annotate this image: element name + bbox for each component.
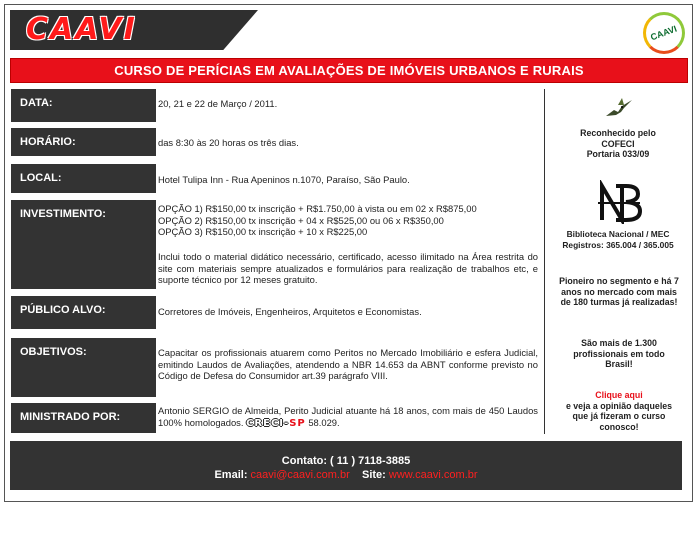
- creci-state: SP: [289, 417, 306, 429]
- investment-option: OPÇÃO 1) R$150,00 tx inscrição + R$1.750,00 à vista ou em 02 x R$875,00: [158, 203, 477, 214]
- caavi-logo[interactable]: CAAVI: [26, 12, 137, 47]
- cofeci-line: COFECI: [601, 138, 635, 149]
- label-local: LOCAL:: [11, 164, 156, 193]
- label-objetivos: OBJETIVOS:: [11, 338, 156, 397]
- biblioteca-block: [548, 229, 688, 250]
- site-link[interactable]: www.caavi.com.br: [388, 469, 478, 481]
- investment-option: OPÇÃO 3) R$150,00 tx inscrição + 10 x R$225,00: [158, 226, 368, 237]
- investment-note: Inclui todo o material didático necessário, certificado, acesso ilimitado na Área restrita do site com materiais sempre atualizados e formulários para realização de trabalhos etc, e suporte técnico por 12 meses gratuito.: [158, 251, 538, 285]
- biblioteca-line: Biblioteca Nacional / MEC: [566, 229, 670, 239]
- value-horario: das 8:30 às 20 horas os três dias.: [158, 137, 299, 148]
- hummingbird-icon: [604, 96, 634, 120]
- badge-text: CAAVI: [649, 23, 679, 43]
- value-data: 20, 21 e 22 de Março / 2011.: [158, 98, 278, 109]
- cofeci-line: Reconhecido pelo: [580, 128, 656, 138]
- contact-line: [10, 468, 682, 482]
- site-label: Site:: [361, 469, 386, 481]
- creci-number: 58.029.: [308, 416, 340, 428]
- contact-phone: Contato: ( 11 ) 7118-3885: [281, 455, 411, 467]
- caavi-badge-icon: [643, 12, 685, 54]
- value-local: Hotel Tulipa Inn - Rua Apeninos n.1070, Paraíso, São Paulo.: [158, 174, 410, 185]
- value-publico: Corretores de Imóveis, Engenheiros, Arquitetos e Economistas.: [158, 306, 422, 317]
- clique-aqui-link[interactable]: Clique aqui: [595, 390, 643, 400]
- instructor-text: Antonio SERGIO de Almeida, Perito Judicial atuante há 18 anos, com mais de 450 Laudos 100% homologados.: [158, 405, 538, 428]
- email-label: Email:: [214, 469, 248, 481]
- investment-option: OPÇÃO 2) R$150,00 tx inscrição + 04 x R$525,00 ou 06 x R$350,00: [158, 214, 444, 226]
- label-investimento: INVESTIMENTO:: [11, 200, 156, 289]
- label-publico: PÚBLICO ALVO:: [11, 296, 156, 329]
- biblioteca-line: Registros: 365.004 / 365.005: [562, 239, 674, 250]
- label-ministrado: MINISTRADO POR:: [11, 403, 156, 433]
- label-data: DATA:: [11, 89, 156, 122]
- email-link[interactable]: caavi@caavi.com.br: [250, 469, 350, 481]
- testimonials-text: e veja a opinião daqueles que já fizeram o curso conosco!: [565, 400, 673, 432]
- investment-options: [158, 203, 538, 238]
- value-objetivos: Capacitar os profissionais atuarem como Peritos no Mercado Imobiliário e esfera Judicial, emitindo Laudos de Avaliações, atendendo a NBR 14.653 da ABNT conforme previsto no Código de Defesa do Consumidor art.39 parágrafo VIII.: [158, 347, 538, 381]
- creci-logo: [246, 418, 306, 429]
- pioneiro-text: Pioneiro no segmento e há 7 anos no mercado com mais de 180 turmas já realizadas!: [559, 276, 679, 307]
- label-horario: HORÁRIO:: [11, 128, 156, 156]
- contact-footer: [10, 441, 682, 490]
- value-ministrado: [158, 405, 538, 429]
- testimonials-block: [558, 390, 680, 432]
- sidebar-divider: [544, 89, 545, 434]
- creci-prefix: CRECI-: [246, 417, 290, 429]
- cofeci-line: Portaria 033/09: [586, 149, 650, 159]
- biblioteca-monogram-icon: [596, 180, 642, 224]
- profissionais-text: São mais de 1.300 profissionais em todo Brasil!: [573, 338, 665, 369]
- cofeci-block: [548, 128, 688, 160]
- page-title: CURSO DE PERÍCIAS EM AVALIAÇÕES DE IMÓVEIS URBANOS E RURAIS: [10, 58, 688, 83]
